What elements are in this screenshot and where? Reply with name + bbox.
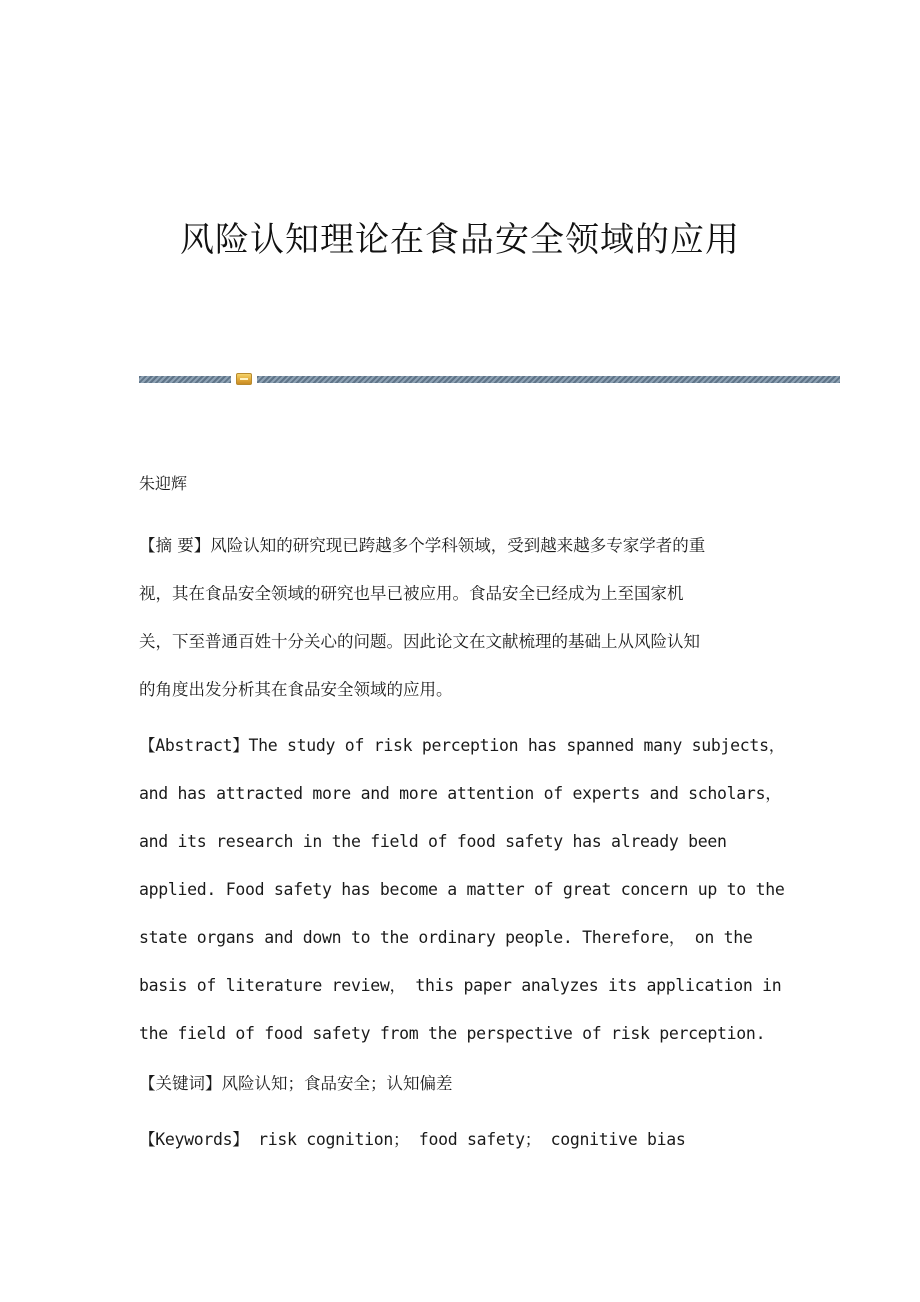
abstract-english bbox=[139, 722, 789, 1058]
author-name: 朱迎辉 bbox=[139, 474, 188, 493]
abstract-cn-line: 【摘 要】风险认知的研究现已跨越多个学科领域，受到越来越多专家学者的重 bbox=[139, 536, 706, 555]
paper-title: 风险认知理论在食品安全领域的应用 bbox=[180, 220, 740, 260]
abstract-en-line: and has attracted more and more attention of experts and scholars， bbox=[139, 784, 782, 803]
abstract-chinese bbox=[139, 522, 789, 714]
abstract-en-line: and its research in the field of food safety has already been bbox=[139, 832, 727, 851]
keywords-chinese bbox=[139, 1066, 789, 1102]
keywords-english bbox=[139, 1122, 789, 1158]
divider-ornament-icon bbox=[236, 373, 252, 385]
title-divider-left bbox=[139, 376, 231, 383]
keywords-en-text: 【Keywords】 risk cognition； food safety； cognitive bias bbox=[139, 1130, 686, 1149]
abstract-en-line: applied. Food safety has become a matter of great concern up to the bbox=[139, 880, 785, 899]
abstract-cn-line: 的角度出发分析其在食品安全领域的应用。 bbox=[139, 680, 453, 699]
abstract-cn-line: 视，其在食品安全领域的研究也早已被应用。食品安全已经成为上至国家机 bbox=[139, 584, 684, 603]
title-divider-right bbox=[257, 376, 840, 383]
abstract-cn-line: 关，下至普通百姓十分关心的问题。因此论文在文献梳理的基础上从风险认知 bbox=[139, 632, 700, 651]
abstract-en-line: basis of literature review， this paper analyzes its application in bbox=[139, 976, 782, 995]
keywords-cn-text: 【关键词】风险认知；食品安全；认知偏差 bbox=[139, 1074, 453, 1093]
abstract-en-line: 【Abstract】The study of risk perception has spanned many subjects， bbox=[139, 736, 785, 755]
abstract-en-line: the field of food safety from the perspective of risk perception. bbox=[139, 1024, 766, 1043]
abstract-en-line: state organs and down to the ordinary people. Therefore， on the bbox=[139, 928, 753, 947]
